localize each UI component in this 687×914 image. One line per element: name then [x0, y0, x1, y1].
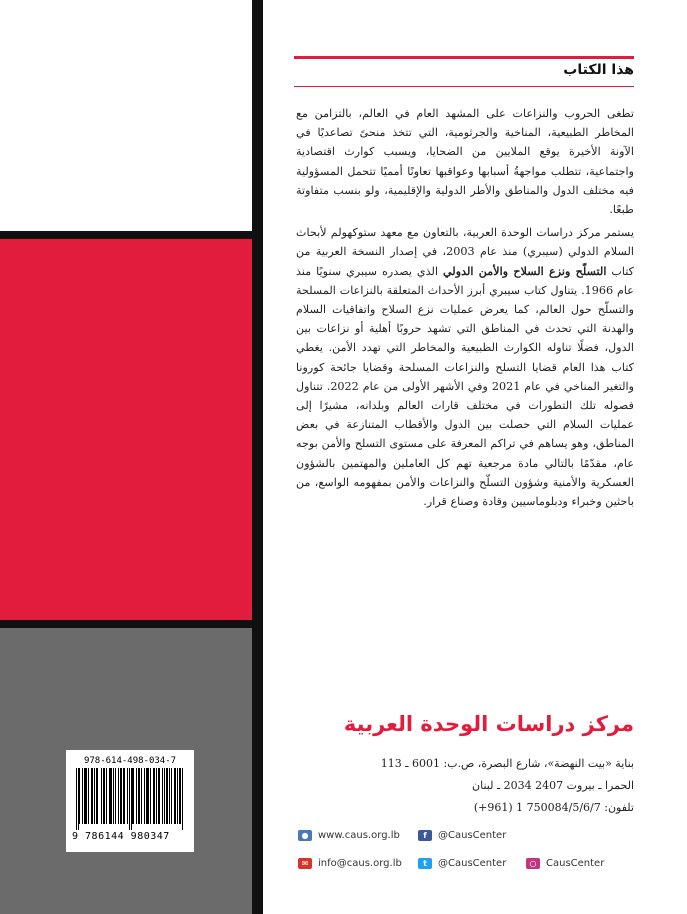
email-link[interactable] — [298, 858, 402, 869]
instagram-icon: ○ — [526, 858, 540, 869]
title-rule-top — [294, 56, 634, 59]
address-line-2: الحمرا ـ بيروت 2407 2034 ـ لبنان — [472, 779, 634, 792]
spine-divider — [252, 0, 263, 914]
website-link[interactable] — [298, 830, 400, 841]
twitter-link[interactable] — [418, 858, 506, 869]
email-text: info@caus.org.lb — [318, 858, 402, 869]
barcode-bars — [76, 768, 184, 830]
website-text: www.caus.org.lb — [318, 830, 400, 841]
title-rule-bottom — [294, 86, 634, 87]
facebook-text: @CausCenter — [438, 830, 507, 841]
twitter-text: @CausCenter — [438, 858, 507, 869]
instagram-link[interactable] — [526, 858, 604, 869]
isbn-barcode — [66, 750, 194, 852]
mail-icon: ✉ — [298, 858, 312, 869]
isbn-top-text: 978-614-498-034-7 — [83, 756, 177, 766]
isbn-bottom-text: 9 786144 980347 — [72, 831, 170, 842]
cover-white-panel — [0, 0, 252, 238]
description-paragraph-1: تطغى الحروب والنزاعات على المشهد العام في العالم، بالتزامن مع المخاطر الطبيعية، المناخية والجرثومية، التي تتخذ منحىً تصاعديًا في الآونة الأخيرة يوقع الملايين من الضحايا، ويسبب كوارث اقتصادية واجتماعية، تتطلب مواجهةُ أسبابها وعواقبها تعاونًا أمميًا تتحمل المسؤولية فيه مختلف الدول والمناطق والأطر الدولية والإقليمية، ولو بنسب متفاوتة طبعًا. — [296, 107, 634, 217]
facebook-link[interactable] — [418, 830, 506, 841]
section-title: هذا الكتاب — [563, 62, 634, 78]
back-cover-content — [294, 0, 634, 914]
twitter-icon: t — [418, 858, 432, 869]
book-title-emphasis: التسلّح ونزع السلاح والأمن الدولي — [442, 263, 607, 278]
publisher-address — [381, 753, 634, 819]
publisher-name: مركز دراسات الوحدة العربية — [343, 712, 634, 736]
description-paragraph-2 — [296, 223, 634, 511]
contact-links — [294, 830, 634, 890]
instagram-text: CausCenter — [546, 858, 605, 869]
cover-red-panel — [0, 238, 252, 626]
paragraph-2-rest: الذي يصدره سيبري سنويًا منذ عام 1966. يتناول كتاب سيبري أبرز الأحداث المتعلقة بالنزاعات المسلحة والتسلّح حول العالم، كما يعرض عمليات نزع السلاح واتفاقيات السلام والهدنة التي تحدث في المناطق التي تشهد حروبًا أهلية أو نزاعات بين الدول، فضلًا تناوله الكوارث الطبيعية والمخاطر التي تهدد الأمن. يغطي كتاب هذا العام قضايا التسلح والنزاعات المسلحة وقضايا جائحة كورونا والتغير المناخي في عام 2021 وفي الأشهر الأولى من عام 2022. تتناول فصوله تلك التطورات في مختلف قارات العالم وبلدانه، مشيرًا إلى عمليات السلام التي حصلت بين الدول والأقطاب المتنازعة في بعض المناطق، وهو يساهم في تراكم المعرفة على مستوى التسلح والأمن بوجه عام، مقدّمًا بالتالي مادة مرجعية تهم كل العاملين والمهتمين بالشؤون العسكرية والأمنية وشؤون التسلّح والنزاعات والأمن بمفهومه الواسع، من باحثين وخبراء ودبلوماسيين وقادة وصناع قرار. — [296, 264, 635, 509]
facebook-icon: f — [418, 830, 432, 841]
address-line-1: بناية «بيت النهضة»، شارع البصرة، ص.ب: 6001 ـ 113 — [380, 757, 634, 770]
book-description — [296, 104, 634, 515]
paragraph-2-intro: يستمر مركز دراسات الوحدة العربية، بالتعاون مع معهد ستوكهولم لأبحاث السلام الدولي (سيبري) منذ عام 2003، في إصدار النسخة العربية من كتاب — [296, 226, 635, 278]
panel-divider-top — [0, 231, 252, 239]
address-line-phone: تلفون: 750084/5/6/7 1 (961+) — [473, 801, 634, 814]
panel-divider-bottom — [0, 620, 252, 628]
globe-icon: ● — [298, 830, 312, 841]
